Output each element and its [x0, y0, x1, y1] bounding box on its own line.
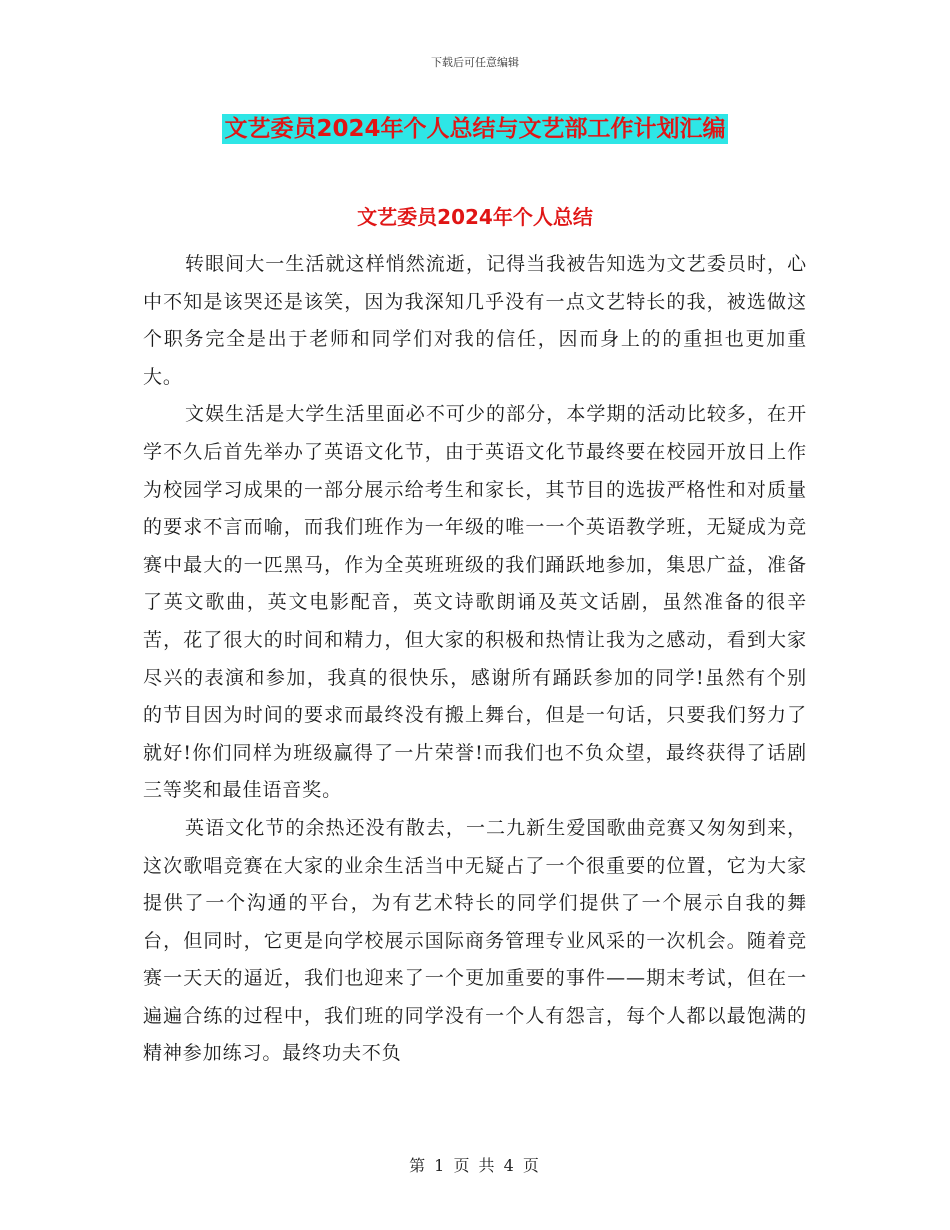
section-title: 文艺委员2024年个人总结: [357, 205, 593, 229]
page-number-footer: 第 1 页 共 4 页: [409, 1156, 541, 1175]
page-header-note: 下载后可任意编辑: [431, 56, 519, 69]
document-body: [143, 246, 807, 1073]
paragraph-2: 文娱生活是大学生活里面必不可少的部分，本学期的活动比较多，在开学不久后首先举办了英语文化节，由于英语文化节最终要在校园开放日上作为校园学习成果的一部分展示给考生和家长，其节目的选拔严格性和对质量的要求不言而喻，而我们班作为一年级的唯一一个英语教学班，无疑成为竞赛中最大的一匹黑马，作为全英班班级的我们踊跃地参加，集思广益，准备了英文歌曲，英文电影配音，英文诗歌朗诵及英文话剧，虽然准备的很辛苦，花了很大的时间和精力，但大家的积极和热情让我为之感动，看到大家尽兴的表演和参加，我真的很快乐，感谢所有踊跃参加的同学!虽然有个别的节目因为时间的要求而最终没有搬上舞台，但是一句话，只要我们努力了就好!你们同样为班级赢得了一片荣誉!而我们也不负众望，最终获得了话剧三等奖和最佳语音奖。: [143, 403, 807, 802]
paragraph-1: 转眼间大一生活就这样悄然流逝，记得当我被告知选为文艺委员时，心中不知是该哭还是该笑，因为我深知几乎没有一点文艺特长的我，被选做这个职务完全是出于老师和同学们对我的信任，因而身上的的重担也更加重大。: [143, 253, 807, 388]
document-title-container: [0, 114, 950, 144]
document-title: 文艺委员2024年个人总结与文艺部工作计划汇编: [224, 116, 726, 142]
paragraph-3: 英语文化节的余热还没有散去，一二九新生爱国歌曲竞赛又匆匆到来，这次歌唱竞赛在大家的业余生活当中无疑占了一个很重要的位置，它为大家提供了一个沟通的平台，为有艺术特长的同学们提供了一个展示自我的舞台，但同时，它更是向学校展示国际商务管理专业风采的一次机会。随着竞赛一天天的逼近，我们也迎来了一个更加重要的事件——期末考试，但在一遍遍合练的过程中，我们班的同学没有一个人有怨言，每个人都以最饱满的精神参加练习。最终功夫不负: [143, 816, 807, 1065]
